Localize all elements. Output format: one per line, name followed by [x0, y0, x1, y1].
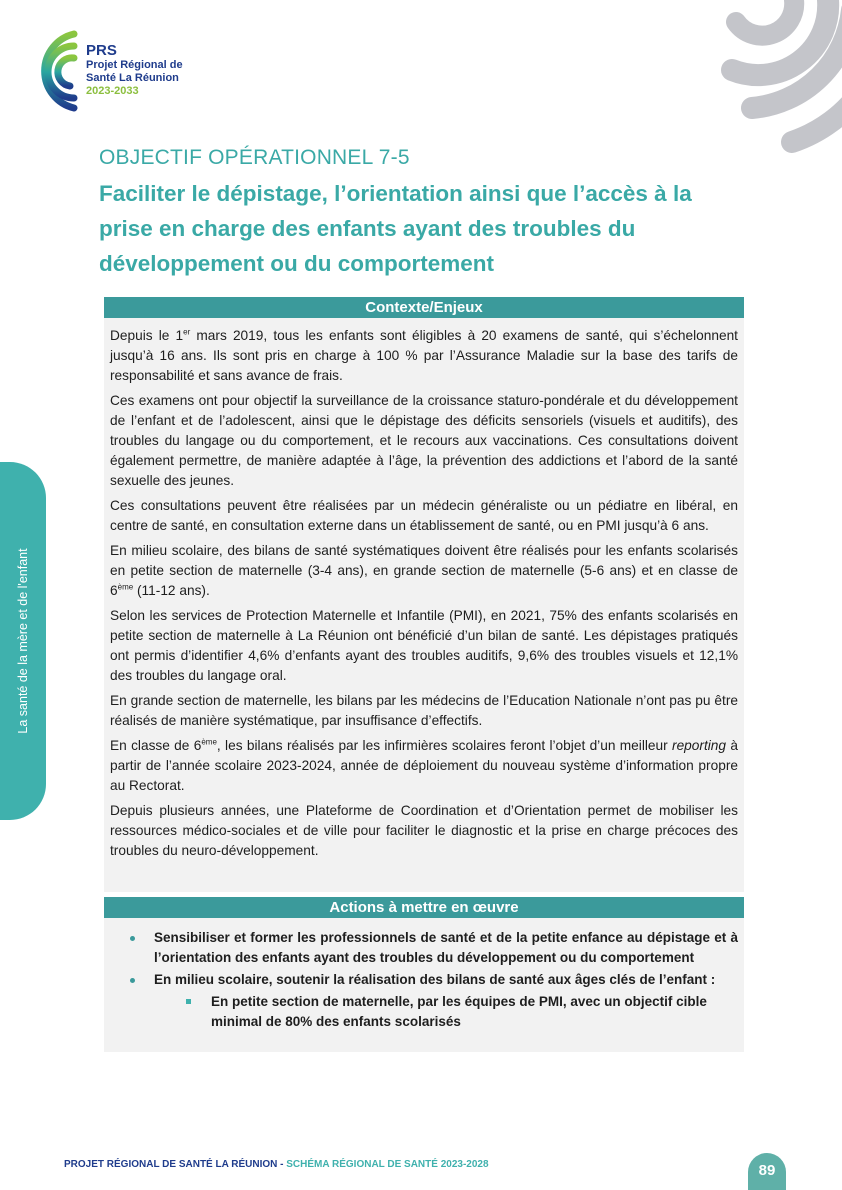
chapter-side-tab: [0, 462, 46, 820]
action-text: Sensibiliser et former les professionnels de santé et de la petite enfance au dépistage et à l’orientation des enfants ayant des troubles du développement ou du comportement: [154, 930, 738, 965]
page-footer: [64, 1159, 489, 1170]
objective-label: OBJECTIF OPÉRATIONNEL 7-5: [99, 146, 410, 169]
text-run: (11-12 ans).: [133, 583, 210, 598]
logo-line-1: Projet Régional de: [86, 59, 183, 71]
text-run: , les bilans réalisés par les infirmières scolaires feront l’objet d’un meilleur: [216, 738, 673, 753]
chapter-label: La santé de la mère et de l'enfant: [16, 548, 30, 734]
context-panel: [104, 318, 744, 892]
context-paragraph: [110, 326, 738, 386]
emphasis: reporting: [672, 738, 727, 753]
logo-years: 2023-2033: [86, 85, 139, 97]
context-paragraph: En grande section de maternelle, les bilans par les médecins de l’Education Nationale n’ont pas pu être réalisés de manière systématique, par insuffisance d’effectifs.: [110, 693, 738, 728]
bullet-dot-icon: [130, 936, 135, 941]
action-text: En milieu scolaire, soutenir la réalisation des bilans de santé aux âges clés de l’enfant :: [154, 972, 716, 987]
action-sub-text: En petite section de maternelle, par les équipes de PMI, avec un objectif cible minimal de 80% des enfants scolarisés: [211, 994, 707, 1029]
text-run: à partir de l’année scolaire 2023-2024, année de déploiement du nouveau système d’information propre au Rectorat.: [110, 738, 738, 793]
bullet-square-icon: [186, 999, 191, 1004]
context-paragraph: Ces consultations peuvent être réalisées par un médecin généraliste ou un pédiatre en libéral, en centre de santé, en consultation externe dans un établissement de santé, ou en PMI jusqu’à 6 ans.: [110, 498, 738, 533]
bullet-dot-icon: [130, 978, 135, 983]
text-run: En milieu scolaire, des bilans de santé systématiques doivent être réalisés pour les enfants scolarisés en petite section de maternelle (3-4 ans), en grande section de maternelle (5-6 ans) et en classe de 6: [110, 543, 738, 598]
action-item: [104, 970, 738, 990]
footer-document-title: PROJET RÉGIONAL DE SANTÉ LA RÉUNION -: [64, 1159, 287, 1170]
footer-schema-title: SCHÉMA RÉGIONAL DE SANTÉ 2023-2028: [286, 1159, 489, 1170]
logo-line-2: Santé La Réunion: [86, 72, 179, 84]
text-run: En classe de 6: [110, 738, 202, 753]
actions-heading: Actions à mettre en œuvre: [104, 897, 744, 918]
context-paragraph: Selon les services de Protection Maternelle et Infantile (PMI), en 2021, 75% des enfants scolarisés en petite section de maternelle à La Réunion ont bénéficié d’un bilan de santé. Les dépistages pratiqués ont permis d’identifier 4,6% d’enfants ayant des troubles auditifs, 9,6% des troubles visuels et 12,1% des troubles du langage oral.: [110, 608, 738, 683]
decorative-arcs-icon: [702, 0, 842, 160]
superscript: ème: [117, 582, 134, 592]
context-paragraph: [110, 541, 738, 601]
logo-acronym: PRS: [86, 42, 117, 59]
prs-logo: [24, 30, 224, 112]
objective-title: Faciliter le dépistage, l’orientation ainsi que l’accès à la prise en charge des enfants ayant des troubles du développement ou du comportement: [99, 181, 692, 276]
superscript: ème: [201, 737, 217, 747]
superscript: er: [183, 327, 191, 337]
text-run: mars 2019, tous les enfants sont éligibles à 20 examens de santé, qui s’échelonnent jusqu’à 16 ans. Ils sont pris en charge à 100 % par l’Assurance Maladie sur la base des tarifs de responsabilité et sans avance de frais.: [110, 328, 738, 383]
context-heading: Contexte/Enjeux: [104, 297, 744, 318]
context-paragraph: Ces examens ont pour objectif la surveillance de la croissance staturo-pondérale et du développement de l’enfant et de l’adolescent, ainsi que le dépistage des déficits sensoriels (visuels et auditifs), des troubles du langage ou du comportement, et le recours aux vaccinations. Ces consultations doivent également permettre, de manière adaptée à l’âge, la prévention des addictions et l’abord de la santé sexuelle des jeunes.: [110, 393, 738, 488]
action-item: [104, 928, 738, 968]
page-number: 89: [748, 1153, 786, 1190]
context-paragraph: Depuis plusieurs années, une Plateforme de Coordination et d’Orientation permet de mobiliser les ressources médico-sociales et de ville pour faciliter le diagnostic et la prise en charge précoces des troubles du neuro-développement.: [110, 803, 738, 858]
action-sub-item: [104, 992, 738, 1032]
actions-panel: [104, 918, 744, 1052]
context-paragraph: [110, 736, 738, 796]
prs-arcs-logo-icon: [24, 30, 82, 112]
text-run: Depuis le 1: [110, 328, 184, 343]
